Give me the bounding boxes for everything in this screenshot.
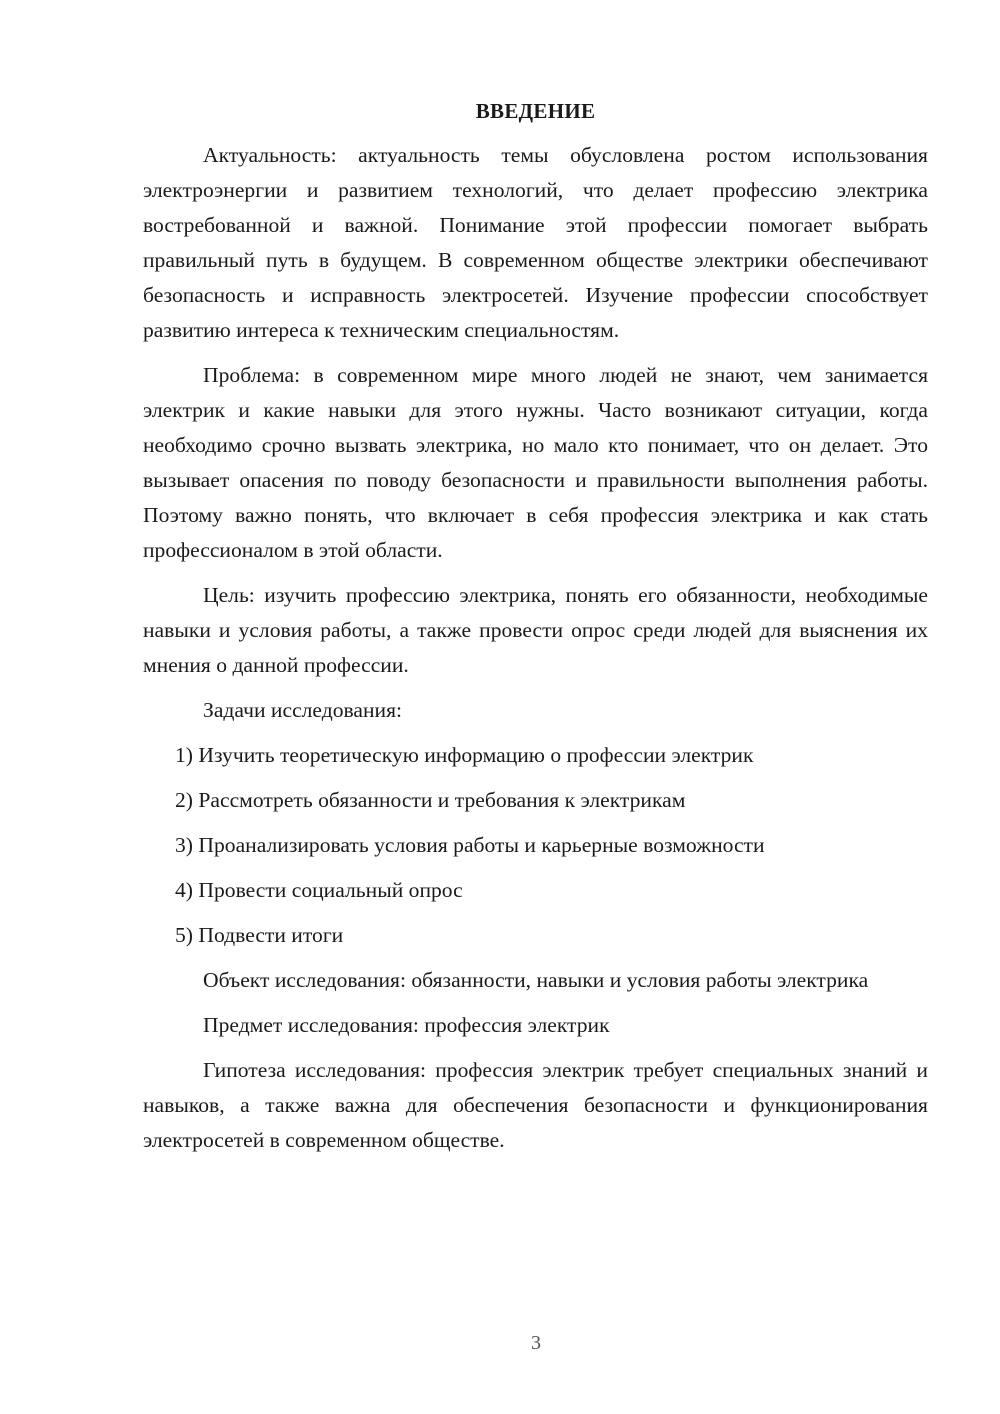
list-item: 2) Рассмотреть обязанности и требования к электрикам xyxy=(175,788,686,812)
paragraph-object: Объект исследования: обязанности, навыки и условия работы электрика xyxy=(203,968,869,992)
paragraph-subject: Предмет исследования: профессия электрик xyxy=(203,1013,610,1037)
list-item: 3) Проанализировать условия работы и карьерные возможности xyxy=(175,833,765,857)
list-item: 1) Изучить теоретическую информацию о профессии электрик xyxy=(175,743,754,767)
paragraph-goal: Цель: изучить профессию электрика, понять его обязанности, необходимые навыки и условия работы, а также провести опрос среди людей для выяснения их мнения о данной профессии. xyxy=(143,583,928,677)
paragraph-problem: Проблема: в современном мире много людей не знают, чем занимается электрик и какие навыки для этого нужны. Часто возникают ситуации, когда необходимо срочно вызвать электрика, но мало кто понимает, что он делает. Это вызывает опасения по поводу безопасности и правильности выполнения работы. Поэтому важно понять, что включает в себя профессия электрика и как стать профессионалом в этой области. xyxy=(143,363,928,562)
page-title: ВВЕДЕНИЕ xyxy=(475,99,596,123)
document-page xyxy=(143,96,928,1168)
tasks-heading: Задачи исследования: xyxy=(203,698,403,722)
list-item: 4) Провести социальный опрос xyxy=(175,878,463,902)
paragraph-hypothesis: Гипотеза исследования: профессия электрик требует специальных знаний и навыков, а также важна для обеспечения безопасности и функционирования электросетей в современном обществе. xyxy=(143,1058,928,1152)
list-item: 5) Подвести итоги xyxy=(175,923,344,947)
tasks-list xyxy=(143,738,928,953)
page-number: 3 xyxy=(531,1332,541,1354)
paragraph-relevance: Актуальность: актуальность темы обусловлена ростом использования электроэнергии и развитием технологий, что делает профессию электрика востребованной и важной. Понимание этой профессии помогает выбрать правильный путь в будущем. В современном обществе электрики обеспечивают безопасность и исправность электросетей. Изучение профессии способствует развитию интереса к техническим специальностям. xyxy=(143,143,928,342)
